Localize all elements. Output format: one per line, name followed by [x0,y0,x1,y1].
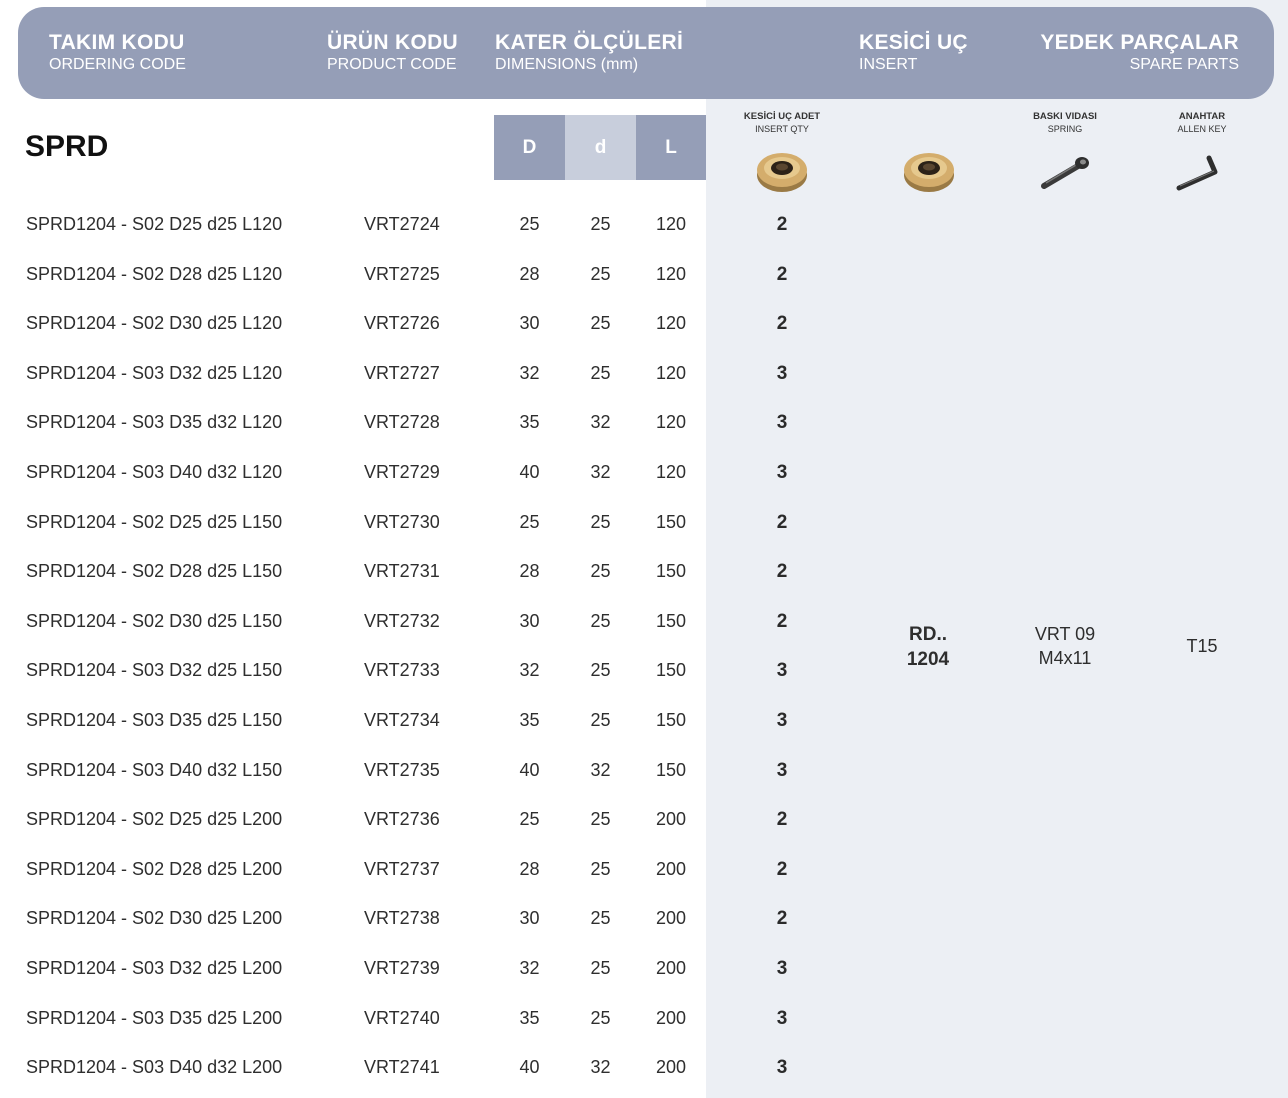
dim-D-cell: 25 [519,809,540,830]
product-code-cell: VRT2741 [364,1057,440,1078]
dim-D-cell: 25 [519,214,540,234]
dim-L-cell: 200 [655,1057,687,1078]
allen-key-code: T15 [1186,636,1218,656]
table-row [0,398,706,447]
table-row [0,746,706,795]
product-code-cell: VRT2739 [364,958,440,978]
header-ordering-tr: TAKIM KODU [49,31,185,54]
dim-D-cell: 28 [519,263,540,284]
product-code-cell: VRT2728 [364,412,440,433]
dim-d-cell: 25 [590,710,611,730]
dim-d-cell: 32 [590,462,611,482]
header-dimensions-en: DIMENSIONS (mm) [495,56,639,73]
table-header-bar [18,7,1274,99]
product-code-cell: VRT2731 [364,561,440,582]
subhead-allen-key [1142,111,1262,136]
header-product-tr: ÜRÜN KODU [327,31,459,54]
dim-D-cell: 32 [519,660,540,681]
product-code-cell: VRT2740 [364,1007,440,1028]
table-row [0,498,706,547]
insert-qty-cell: 3 [776,958,788,979]
insert-qty-cell: 2 [776,809,788,831]
insert-qty-cell: 2 [776,908,788,930]
dim-d-cell: 25 [590,610,611,631]
dim-D-cell: 28 [519,858,540,879]
dim-L-cell: 120 [655,462,687,482]
dim-header-D: D [494,115,565,180]
dim-header-d: d [565,115,636,180]
dim-D-cell: 35 [519,710,540,730]
allen-key-icon [1175,152,1231,194]
dim-D-cell: 32 [519,362,540,383]
product-code-cell: VRT2725 [364,263,440,284]
subhead-allen-key-en: ALLEN KEY [1177,124,1227,134]
table-row [0,1043,706,1092]
dim-D-cell: 30 [519,908,540,929]
table-row [0,944,706,993]
dim-L-cell: 200 [655,809,687,830]
insert-qty-cell: 2 [776,313,788,335]
product-code-cell: VRT2737 [364,858,440,879]
subhead-spring-tr: BASKI VIDASI [1033,111,1097,122]
table-row [0,200,706,249]
dim-D-cell: 32 [519,958,540,978]
dim-L-cell: 200 [655,1007,687,1028]
header-spare-parts [1040,31,1239,75]
ordering-code-cell: SPRD1204 - S02 D30 d25 L120 [26,313,283,334]
ordering-code-cell: SPRD1204 - S02 D28 d25 L150 [26,561,283,582]
header-insert-en: INSERT [859,56,918,73]
dim-L-cell: 120 [655,263,687,284]
product-code-cell: VRT2726 [364,313,440,334]
dim-d-cell: 25 [590,1007,611,1028]
header-dimensions-tr: KATER ÖLÇÜLERİ [495,31,684,54]
ordering-code-cell: SPRD1204 - S02 D28 d25 L200 [26,858,283,879]
header-insert-tr: KESİCİ UÇ [859,31,968,54]
table-row [0,845,706,894]
ordering-code-cell: SPRD1204 - S02 D25 d25 L120 [26,214,283,234]
ordering-code-cell: SPRD1204 - S02 D28 d25 L120 [26,263,283,284]
insert-qty-cell: 3 [776,1007,788,1029]
dim-L-cell: 120 [655,214,687,234]
dim-L-cell: 150 [655,511,687,532]
table-row [0,349,706,398]
dim-L-cell: 150 [655,561,687,582]
dim-D-cell: 30 [519,610,540,631]
header-ordering-en: ORDERING CODE [49,56,186,73]
insert-qty-cell: 3 [776,362,788,384]
product-code-cell: VRT2732 [364,610,440,631]
table-row [0,795,706,844]
dim-d-cell: 25 [590,561,611,582]
header-product-code [327,31,458,75]
dim-D-cell: 40 [519,462,540,482]
header-ordering-code [49,31,186,75]
table-row [0,994,706,1043]
dim-header-L: L [636,115,706,180]
dim-d-cell: 32 [590,412,611,433]
dim-L-cell: 150 [655,759,687,780]
table-row [0,448,706,497]
dim-D-cell: 40 [519,1057,540,1078]
dim-D-cell: 40 [519,759,540,780]
series-title: SPRD [25,130,109,163]
dim-L-cell: 150 [655,610,687,631]
dim-D-cell: 25 [519,511,540,532]
subhead-spring [1005,111,1125,136]
spring-code [1005,622,1125,670]
ordering-code-cell: SPRD1204 - S03 D40 d32 L120 [26,462,283,482]
table-row [0,894,706,943]
insert-code [868,622,988,672]
dim-D-cell: 28 [519,561,540,582]
product-code-cell: VRT2729 [364,462,440,482]
dim-d-cell: 25 [590,809,611,830]
insert-qty-cell: 3 [776,412,788,434]
dim-d-cell: 25 [590,511,611,532]
insert-qty-cell: 2 [776,858,788,880]
subhead-spring-en: SPRING [1047,124,1083,134]
dim-L-cell: 200 [655,858,687,879]
insert-qty-cell: 3 [776,710,788,731]
insert-qty-cell: 3 [776,660,788,682]
header-spare-tr: YEDEK PARÇALAR [1040,31,1239,54]
ordering-code-cell: SPRD1204 - S03 D35 d32 L120 [26,412,283,433]
dim-d-cell: 25 [590,958,611,978]
screw-icon [1038,152,1094,194]
dim-L-cell: 120 [655,313,687,334]
insert-qty-cell: 2 [776,263,788,285]
dim-d-cell: 32 [590,759,611,780]
dim-d-cell: 25 [590,313,611,334]
dim-d-cell: 25 [590,214,611,234]
product-code-cell: VRT2730 [364,511,440,532]
ordering-code-cell: SPRD1204 - S03 D40 d32 L200 [26,1057,283,1078]
insert-qty-cell: 2 [776,511,788,533]
product-code-cell: VRT2738 [364,908,440,929]
round-insert-icon [902,148,956,194]
ordering-code-cell: SPRD1204 - S03 D35 d25 L150 [26,710,283,730]
insert-qty-cell: 3 [776,462,788,483]
dim-D-cell: 35 [519,412,540,433]
header-spare-en: SPARE PARTS [1129,56,1239,73]
product-code-cell: VRT2727 [364,362,440,383]
insert-qty-cell: 3 [776,1057,788,1079]
dim-d-cell: 25 [590,362,611,383]
dim-L-cell: 120 [655,362,687,383]
table-row [0,250,706,299]
header-insert [859,31,968,75]
dim-L-cell: 200 [655,958,687,978]
insert-qty-cell: 2 [776,610,788,632]
ordering-code-cell: SPRD1204 - S03 D40 d32 L150 [26,759,283,780]
product-code-cell: VRT2736 [364,809,440,830]
insert-code-line2: 1204 [906,649,950,670]
dim-D-cell: 35 [519,1007,540,1028]
insert-code-line1: RD.. [909,624,947,645]
ordering-code-cell: SPRD1204 - S03 D32 d25 L150 [26,660,283,681]
round-insert-icon [755,148,809,194]
ordering-code-cell: SPRD1204 - S02 D25 d25 L200 [26,809,283,830]
table-row [0,547,706,596]
dim-L-cell: 200 [655,908,687,929]
table-row [0,597,706,646]
subhead-insert-qty-tr: KESİCİ UÇ ADET [743,111,821,122]
insert-qty-cell: 2 [776,561,788,583]
ordering-code-cell: SPRD1204 - S03 D32 d25 L200 [26,958,283,978]
dim-d-cell: 25 [590,263,611,284]
ordering-code-cell: SPRD1204 - S02 D30 d25 L200 [26,908,283,929]
product-code-cell: VRT2733 [364,660,440,681]
dim-d-cell: 25 [590,858,611,879]
subhead-insert-qty [722,111,842,136]
subhead-insert-qty-en: INSERT QTY [755,124,809,134]
table-row [0,696,706,745]
product-code-cell: VRT2735 [364,759,440,780]
ordering-code-cell: SPRD1204 - S02 D30 d25 L150 [26,610,283,631]
table-row [0,646,706,695]
dim-L-cell: 150 [655,710,687,730]
product-code-cell: VRT2724 [364,214,440,234]
spring-code-line2: M4x11 [1038,648,1092,668]
ordering-code-cell: SPRD1204 - S03 D35 d25 L200 [26,1007,283,1028]
header-product-en: PRODUCT CODE [327,56,457,73]
dim-L-cell: 150 [655,660,687,681]
insert-qty-cell: 3 [776,759,788,781]
dim-L-cell: 120 [655,412,687,433]
subhead-allen-key-tr: ANAHTAR [1178,111,1226,122]
spring-code-line1: VRT 09 [1034,624,1096,644]
product-code-cell: VRT2734 [364,710,440,730]
dim-d-cell: 32 [590,1057,611,1078]
ordering-code-cell: SPRD1204 - S03 D32 d25 L120 [26,362,283,383]
table-row [0,299,706,348]
dim-d-cell: 25 [590,908,611,929]
dim-D-cell: 30 [519,313,540,334]
insert-qty-cell: 2 [776,214,788,235]
ordering-code-cell: SPRD1204 - S02 D25 d25 L150 [26,511,283,532]
header-dimensions [495,31,683,75]
dim-d-cell: 25 [590,660,611,681]
